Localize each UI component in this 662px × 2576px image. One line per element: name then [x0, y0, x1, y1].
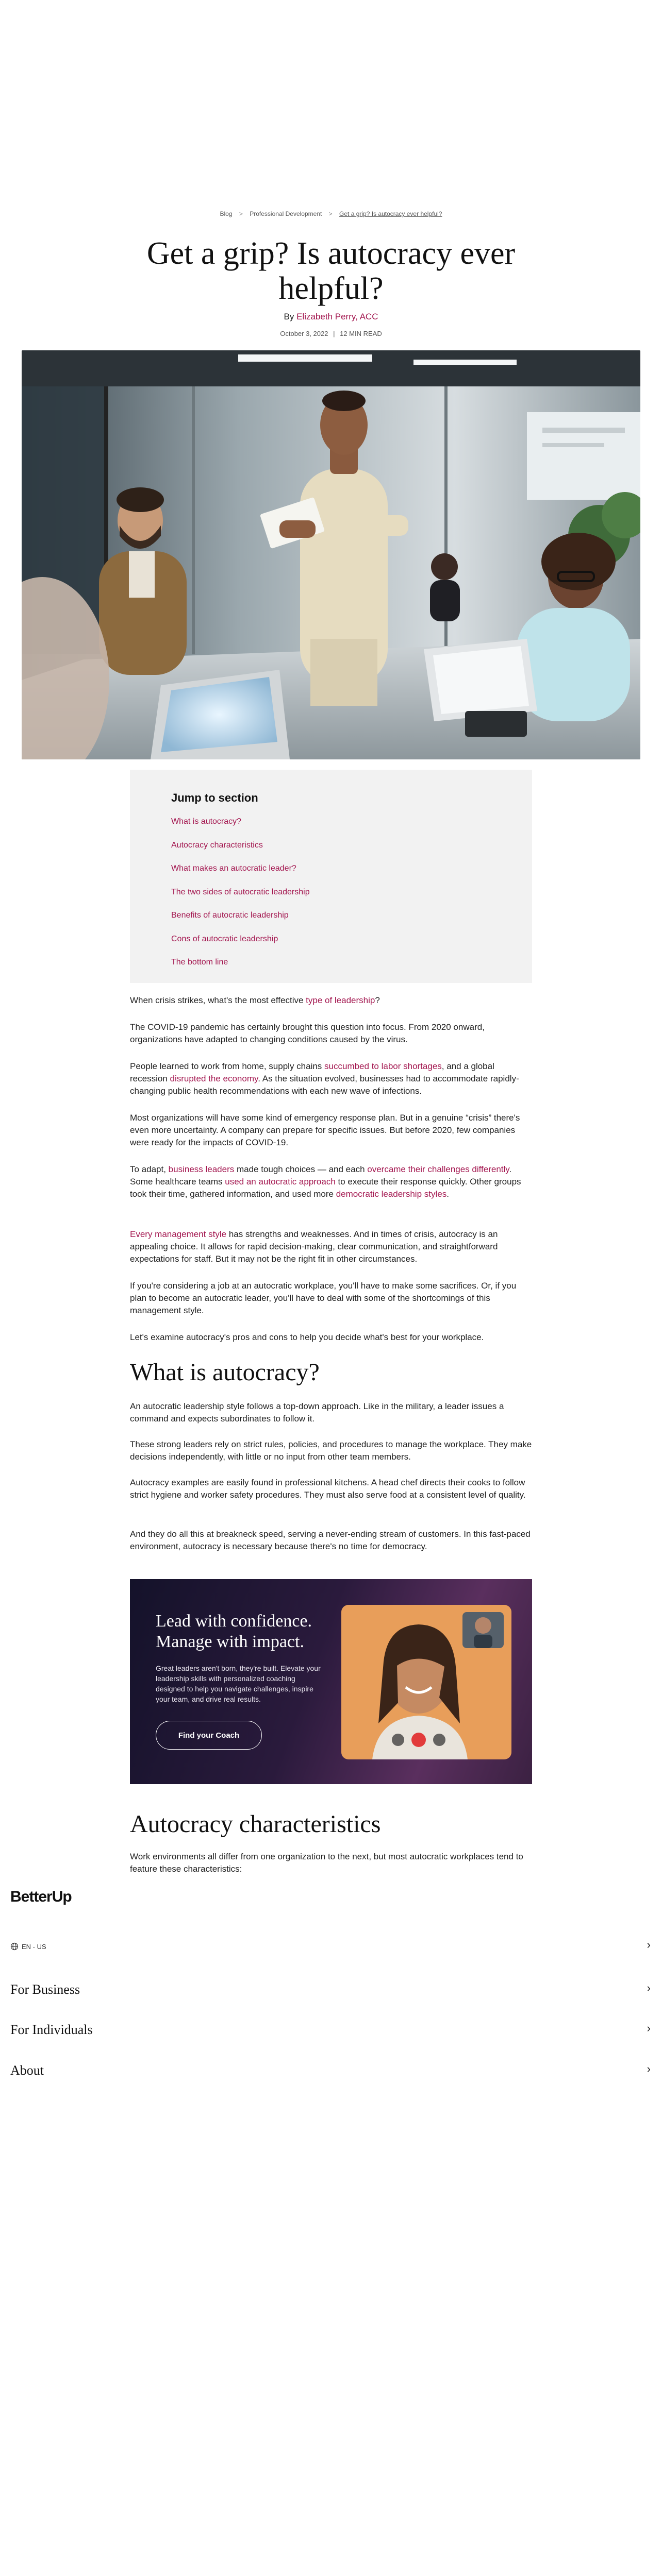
toc-link-bottom-line[interactable]: The bottom line	[171, 958, 228, 967]
paragraph	[130, 1228, 532, 1265]
paragraph: If you're considering a job at an autocratic workplace, you'll have to make some sacrifices. Or, if you plan to become an autocratic leader, you'll have to deal with some of the shortcomings of this management style.	[130, 1281, 517, 1315]
jump-to-section	[130, 770, 532, 983]
paragraph: Most organizations will have some kind of emergency response plan. But in a genuine “crisis” there's even more uncertainty. A company can prepare for specific issues. But before 2020, few companies were ready for the impacts of COVID-19.	[130, 1113, 520, 1147]
cta-title: Lead with confidence. Manage with impact.	[156, 1612, 312, 1651]
text: .	[446, 1189, 449, 1199]
coaching-cta-banner	[130, 1579, 532, 1784]
paragraph: And they do all this at breakneck speed, serving a never-ending stream of customers. In this fast-paced environment, autocracy is necessary because there's no time for democracy.	[130, 1529, 531, 1551]
paragraph: These strong leaders rely on strict rules, policies, and procedures to manage the workplace. They make decisions independently, with little or no input from other team members.	[130, 1439, 532, 1462]
globe-icon	[10, 1942, 19, 1951]
meta-divider: |	[333, 330, 335, 337]
chevron-right-icon[interactable]: ›	[647, 1938, 651, 1951]
breadcrumb-current[interactable]: Get a grip? Is autocracy ever helpful?	[339, 210, 442, 217]
read-time: 12 MIN READ	[340, 330, 382, 337]
byline-prefix: By	[284, 312, 294, 321]
text: has strengths and weaknesses. And in times of crisis, autocracy is an appealing choice. It allows for rapid decision-making, clear communication, and straightforward expectations for staff. But it may not be the right fit in other circumstances.	[130, 1229, 498, 1264]
link-overcame-challenges[interactable]: overcame their challenges differently	[367, 1164, 509, 1174]
toc-link-what-is-autocracy[interactable]: What is autocracy?	[171, 817, 242, 826]
paragraph	[130, 1163, 532, 1200]
section-heading-what-is-autocracy: What is autocracy?	[130, 1359, 320, 1386]
footer-link-about[interactable]: About	[10, 2063, 44, 2078]
text: To adapt,	[130, 1164, 169, 1174]
hero-image	[22, 350, 640, 759]
find-your-coach-button[interactable]: Find your Coach	[156, 1721, 262, 1750]
toc-link-benefits[interactable]: Benefits of autocratic leadership	[171, 911, 289, 920]
link-labor-shortages[interactable]: succumbed to labor shortages	[324, 1061, 442, 1071]
text: ?	[375, 995, 380, 1005]
breadcrumb-separator: >	[239, 210, 243, 217]
chevron-right-icon[interactable]: ›	[647, 2022, 651, 2035]
cta-body: Great leaders aren't born, they're built. Elevate your leadership skills with personalized coaching designed to help you navigate challenges, inspire your team, and drive real results.	[156, 1664, 321, 1703]
toc-link-cons[interactable]: Cons of autocratic leadership	[171, 934, 278, 943]
section-heading-autocracy-characteristics: Autocracy characteristics	[130, 1810, 381, 1838]
hero-illustration	[22, 350, 640, 759]
toc-list	[171, 817, 310, 981]
text: to execute their response quickly. Other groups took their time, gathered information, and used more	[130, 1177, 521, 1199]
toc-link-what-makes-autocratic-leader[interactable]: What makes an autocratic leader?	[171, 864, 296, 873]
author-link[interactable]: Elizabeth Perry, ACC	[296, 312, 378, 321]
breadcrumb	[0, 210, 662, 217]
toc-link-two-sides[interactable]: The two sides of autocratic leadership	[171, 887, 310, 896]
link-every-management-style[interactable]: Every management style	[130, 1229, 227, 1239]
link-disrupted-economy[interactable]: disrupted the economy	[170, 1074, 258, 1083]
locale-label: EN - US	[22, 1942, 46, 1951]
link-business-leaders[interactable]: business leaders	[168, 1164, 235, 1174]
link-democratic-leadership[interactable]: democratic leadership styles	[336, 1189, 447, 1199]
text: People learned to work from home, supply chains	[130, 1061, 325, 1071]
breadcrumb-blog[interactable]: Blog	[220, 210, 233, 217]
paragraph	[130, 1060, 532, 1097]
paragraph: The COVID-19 pandemic has certainly brought this question into focus. From 2020 onward, organizations have adapted to changing conditions caused by the virus.	[130, 1022, 485, 1044]
toc-heading: Jump to section	[171, 791, 258, 804]
publish-date: October 3, 2022	[280, 330, 328, 337]
link-type-of-leadership[interactable]: type of leadership	[306, 995, 375, 1005]
toc-link-autocracy-characteristics[interactable]: Autocracy characteristics	[171, 840, 263, 850]
text: . Some healthcare teams	[130, 1164, 512, 1187]
paragraph: An autocratic leadership style follows a top-down approach. Like in the military, a leader issues a command and expects subordinates to follow it.	[130, 1401, 504, 1423]
byline	[0, 312, 662, 322]
breadcrumb-professional-development[interactable]: Professional Development	[250, 210, 322, 217]
article-meta	[0, 330, 662, 337]
call-controls	[392, 1733, 445, 1747]
text: When crisis strikes, what's the most effective	[130, 995, 306, 1005]
footer-link-for-business[interactable]: For Business	[10, 1982, 80, 1997]
video-call-illustration	[341, 1605, 511, 1759]
text: made tough choices — and each	[234, 1164, 368, 1174]
text: , and a global recession	[130, 1061, 494, 1083]
chevron-right-icon[interactable]: ›	[647, 2062, 651, 2075]
paragraph: Work environments all differ from one organization to the next, but most autocratic workplaces tend to feature these characteristics:	[130, 1852, 523, 1874]
footer-link-for-individuals[interactable]: For Individuals	[10, 2022, 93, 2037]
paragraph: Let's examine autocracy's pros and cons to help you decide what's best for your workplace.	[130, 1332, 484, 1342]
text: . As the situation evolved, businesses had to accommodate rapidly-changing public health recommendations with each new wave of infections.	[130, 1074, 519, 1096]
paragraph: Autocracy examples are easily found in professional kitchens. A head chef directs their cooks to follow strict hygiene and worker safety procedures. They must also serve food at a consistent level of quality.	[130, 1478, 526, 1500]
link-autocratic-approach[interactable]: used an autocratic approach	[225, 1177, 336, 1187]
betterup-logo[interactable]: BetterUp	[10, 1888, 72, 1905]
chevron-right-icon[interactable]: ›	[647, 1981, 651, 1994]
paragraph	[130, 994, 532, 1007]
breadcrumb-separator: >	[328, 210, 333, 217]
locale-selector[interactable]	[10, 1942, 46, 1951]
page-title: Get a grip? Is autocracy ever helpful?	[146, 236, 516, 306]
